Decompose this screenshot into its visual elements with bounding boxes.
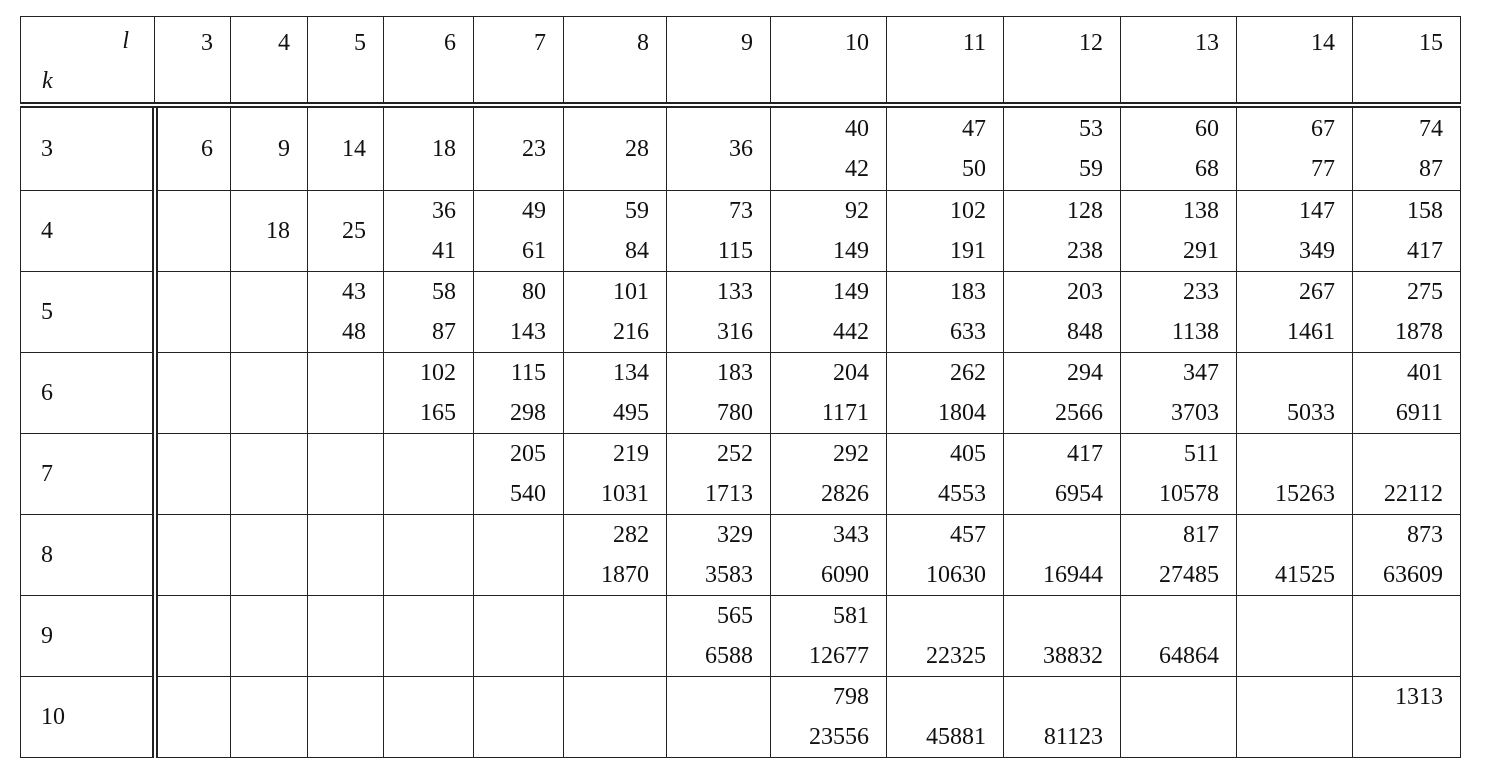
table-cell bbox=[1353, 272, 1461, 353]
upper-bound: 3703 bbox=[1171, 400, 1219, 426]
upper-bound: 780 bbox=[717, 400, 753, 426]
table-cell bbox=[155, 677, 231, 758]
table-cell bbox=[308, 434, 384, 515]
table-cell bbox=[771, 596, 887, 677]
column-header bbox=[667, 17, 771, 106]
lower-bound bbox=[1004, 515, 1103, 555]
upper-bound: 442 bbox=[833, 319, 869, 345]
lower-bound: 511 bbox=[1183, 441, 1219, 467]
lower-bound: 128 bbox=[1067, 198, 1103, 224]
table-cell bbox=[1121, 353, 1237, 434]
table-cell bbox=[384, 191, 474, 272]
cell-value: 18 bbox=[266, 218, 290, 244]
upper-bound: 59 bbox=[1079, 156, 1103, 182]
table-cell bbox=[667, 596, 771, 677]
upper-bound: 10630 bbox=[926, 562, 986, 588]
lower-bound: 401 bbox=[1407, 360, 1443, 386]
lower-bound: 262 bbox=[950, 360, 986, 386]
lower-bound: 267 bbox=[1299, 279, 1335, 305]
column-header-label: 3 bbox=[201, 30, 213, 56]
upper-bound: 16944 bbox=[1043, 562, 1103, 588]
table-cell bbox=[564, 105, 667, 191]
lower-bound: 102 bbox=[950, 198, 986, 224]
upper-bound: 15263 bbox=[1275, 481, 1335, 507]
lower-bound: 329 bbox=[717, 522, 753, 548]
upper-bound: 191 bbox=[950, 238, 986, 264]
row-header-label: 9 bbox=[41, 623, 53, 649]
lower-bound bbox=[1237, 515, 1335, 555]
column-header bbox=[771, 17, 887, 106]
upper-bound: 1804 bbox=[938, 400, 986, 426]
column-header bbox=[474, 17, 564, 106]
table-cell bbox=[887, 596, 1004, 677]
corner-cell bbox=[21, 17, 155, 106]
column-header bbox=[1121, 17, 1237, 106]
column-header bbox=[1237, 17, 1353, 106]
table-cell bbox=[231, 596, 308, 677]
upper-bound: 216 bbox=[613, 319, 649, 345]
row-header bbox=[21, 353, 155, 434]
lower-bound bbox=[1237, 434, 1335, 474]
upper-bound: 291 bbox=[1183, 238, 1219, 264]
lower-bound bbox=[887, 596, 986, 636]
table-cell bbox=[564, 596, 667, 677]
upper-bound: 238 bbox=[1067, 238, 1103, 264]
table-cell bbox=[771, 434, 887, 515]
table-cell bbox=[1353, 105, 1461, 191]
table-cell bbox=[771, 105, 887, 191]
table-cell bbox=[474, 596, 564, 677]
table-cell bbox=[771, 353, 887, 434]
upper-bound: 12677 bbox=[809, 643, 869, 669]
upper-bound: 115 bbox=[717, 238, 753, 264]
table-cell bbox=[384, 515, 474, 596]
row-header-label: 3 bbox=[41, 136, 53, 162]
table-cell bbox=[564, 191, 667, 272]
table-cell bbox=[231, 434, 308, 515]
row-header-label: 6 bbox=[41, 380, 53, 406]
lower-bound: 58 bbox=[432, 279, 456, 305]
upper-bound: 64864 bbox=[1159, 643, 1219, 669]
lower-bound: 158 bbox=[1407, 198, 1443, 224]
upper-bound: 6954 bbox=[1055, 481, 1103, 507]
table-cell bbox=[384, 105, 474, 191]
table-cell bbox=[1004, 434, 1121, 515]
header-row bbox=[21, 17, 1461, 106]
table-cell bbox=[474, 515, 564, 596]
row-header bbox=[21, 596, 155, 677]
lower-bound bbox=[887, 677, 986, 717]
upper-bound: 38832 bbox=[1043, 643, 1103, 669]
table-cell bbox=[1004, 272, 1121, 353]
upper-bound: 2566 bbox=[1055, 400, 1103, 426]
table-cell bbox=[564, 515, 667, 596]
lower-bound: 183 bbox=[950, 279, 986, 305]
lower-bound: 149 bbox=[833, 279, 869, 305]
row-header bbox=[21, 272, 155, 353]
table-cell bbox=[1237, 353, 1353, 434]
table-cell bbox=[1353, 434, 1461, 515]
upper-bound: 633 bbox=[950, 319, 986, 345]
row-header-label: 8 bbox=[41, 542, 53, 568]
table-cell bbox=[474, 272, 564, 353]
table-row bbox=[21, 596, 1461, 677]
table-cell bbox=[308, 272, 384, 353]
table-cell bbox=[308, 105, 384, 191]
ramsey-bounds-table bbox=[20, 16, 1461, 758]
table-cell bbox=[1353, 191, 1461, 272]
lower-bound: 92 bbox=[845, 198, 869, 224]
lower-bound bbox=[1237, 353, 1335, 393]
lower-bound: 798 bbox=[833, 684, 869, 710]
lower-bound: 59 bbox=[625, 198, 649, 224]
table-cell bbox=[1121, 515, 1237, 596]
column-header-label: 13 bbox=[1195, 30, 1219, 56]
table-cell bbox=[231, 353, 308, 434]
upper-bound: 81123 bbox=[1043, 724, 1103, 750]
column-header-label: 12 bbox=[1079, 30, 1103, 56]
table-cell bbox=[1353, 677, 1461, 758]
table-cell bbox=[1004, 105, 1121, 191]
upper-bound: 848 bbox=[1067, 319, 1103, 345]
lower-bound: 817 bbox=[1183, 522, 1219, 548]
table-cell bbox=[771, 677, 887, 758]
column-header-label: 8 bbox=[637, 30, 649, 56]
upper-bound: 1878 bbox=[1395, 319, 1443, 345]
upper-bound: 149 bbox=[833, 238, 869, 264]
upper-bound: 2826 bbox=[821, 481, 869, 507]
column-header-label: 9 bbox=[741, 30, 753, 56]
upper-bound: 6911 bbox=[1395, 400, 1443, 426]
cell-value: 28 bbox=[625, 136, 649, 162]
upper-bound: 77 bbox=[1311, 156, 1335, 182]
table-row bbox=[21, 272, 1461, 353]
upper-bound: 42 bbox=[845, 156, 869, 182]
column-header bbox=[155, 17, 231, 106]
upper-bound bbox=[1353, 717, 1443, 757]
lower-bound: 565 bbox=[717, 603, 753, 629]
table-cell bbox=[771, 272, 887, 353]
upper-bound: 45881 bbox=[926, 724, 986, 750]
lower-bound: 183 bbox=[717, 360, 753, 386]
table-cell bbox=[1004, 353, 1121, 434]
table-body bbox=[21, 17, 1461, 758]
lower-bound: 405 bbox=[950, 441, 986, 467]
table-cell bbox=[155, 105, 231, 191]
column-header-label: 14 bbox=[1311, 30, 1335, 56]
table-cell bbox=[1237, 272, 1353, 353]
upper-bound: 349 bbox=[1299, 238, 1335, 264]
lower-bound: 60 bbox=[1195, 116, 1219, 142]
table-cell bbox=[1004, 596, 1121, 677]
cell-value: 6 bbox=[201, 136, 213, 162]
lower-bound: 233 bbox=[1183, 279, 1219, 305]
table-cell bbox=[667, 272, 771, 353]
lower-bound: 49 bbox=[522, 198, 546, 224]
lower-bound: 115 bbox=[510, 360, 546, 386]
table-cell bbox=[1121, 105, 1237, 191]
column-header bbox=[384, 17, 474, 106]
column-header-label: 6 bbox=[444, 30, 456, 56]
table-cell bbox=[1004, 515, 1121, 596]
lower-bound: 147 bbox=[1299, 198, 1335, 224]
lower-bound: 282 bbox=[613, 522, 649, 548]
table-cell bbox=[771, 191, 887, 272]
table-cell bbox=[887, 515, 1004, 596]
table-cell bbox=[231, 191, 308, 272]
table-cell bbox=[231, 515, 308, 596]
lower-bound bbox=[1353, 434, 1443, 474]
upper-bound: 298 bbox=[510, 400, 546, 426]
lower-bound: 457 bbox=[950, 522, 986, 548]
table-cell bbox=[308, 353, 384, 434]
upper-bound: 6090 bbox=[821, 562, 869, 588]
table-cell bbox=[1121, 434, 1237, 515]
cell-value: 36 bbox=[729, 136, 753, 162]
upper-bound: 1138 bbox=[1171, 319, 1219, 345]
table-row bbox=[21, 515, 1461, 596]
table-cell bbox=[1121, 272, 1237, 353]
row-header bbox=[21, 191, 155, 272]
lower-bound: 873 bbox=[1407, 522, 1443, 548]
lower-bound: 275 bbox=[1407, 279, 1443, 305]
upper-bound: 61 bbox=[522, 238, 546, 264]
table-cell bbox=[155, 353, 231, 434]
table-cell bbox=[887, 434, 1004, 515]
table-cell bbox=[887, 677, 1004, 758]
table-cell bbox=[155, 434, 231, 515]
upper-bound: 3583 bbox=[705, 562, 753, 588]
table-cell bbox=[308, 677, 384, 758]
lower-bound: 101 bbox=[613, 279, 649, 305]
table-row bbox=[21, 353, 1461, 434]
row-header bbox=[21, 677, 155, 758]
table-cell bbox=[667, 105, 771, 191]
upper-bound: 540 bbox=[510, 481, 546, 507]
table-cell bbox=[231, 105, 308, 191]
table-cell bbox=[384, 434, 474, 515]
lower-bound: 53 bbox=[1079, 116, 1103, 142]
upper-bound: 84 bbox=[625, 238, 649, 264]
cell-value: 9 bbox=[278, 136, 290, 162]
table-cell bbox=[667, 353, 771, 434]
table-cell bbox=[474, 105, 564, 191]
table-cell bbox=[564, 434, 667, 515]
table-cell bbox=[474, 191, 564, 272]
table-row bbox=[21, 677, 1461, 758]
table-cell bbox=[1237, 596, 1353, 677]
table-cell bbox=[384, 353, 474, 434]
table-cell bbox=[308, 515, 384, 596]
upper-bound: 22112 bbox=[1383, 481, 1443, 507]
upper-bound: 165 bbox=[420, 400, 456, 426]
lower-bound: 581 bbox=[833, 603, 869, 629]
upper-bound: 1870 bbox=[601, 562, 649, 588]
table-cell bbox=[667, 677, 771, 758]
lower-bound: 138 bbox=[1183, 198, 1219, 224]
table-cell bbox=[1004, 191, 1121, 272]
table-row bbox=[21, 434, 1461, 515]
column-header-label: 10 bbox=[845, 30, 869, 56]
table-cell bbox=[1121, 191, 1237, 272]
column-header bbox=[1004, 17, 1121, 106]
row-header-label: 5 bbox=[41, 299, 53, 325]
cell-value: 23 bbox=[522, 136, 546, 162]
table-cell bbox=[1237, 515, 1353, 596]
row-header bbox=[21, 434, 155, 515]
table-cell bbox=[1353, 353, 1461, 434]
table-cell bbox=[1237, 677, 1353, 758]
upper-bound: 87 bbox=[1419, 156, 1443, 182]
upper-bound: 23556 bbox=[809, 724, 869, 750]
upper-bound: 143 bbox=[510, 319, 546, 345]
lower-bound: 80 bbox=[522, 279, 546, 305]
row-variable-label: k bbox=[42, 68, 53, 94]
lower-bound bbox=[1004, 596, 1103, 636]
table-cell bbox=[771, 515, 887, 596]
lower-bound: 102 bbox=[420, 360, 456, 386]
column-header-label: 4 bbox=[278, 30, 290, 56]
column-header bbox=[1353, 17, 1461, 106]
table-cell bbox=[155, 515, 231, 596]
upper-bound: 50 bbox=[962, 156, 986, 182]
upper-bound: 495 bbox=[613, 400, 649, 426]
table-cell bbox=[384, 677, 474, 758]
lower-bound bbox=[1004, 677, 1103, 717]
table-cell bbox=[474, 434, 564, 515]
column-header-label: 5 bbox=[354, 30, 366, 56]
table-cell bbox=[887, 191, 1004, 272]
lower-bound: 203 bbox=[1067, 279, 1103, 305]
upper-bound: 68 bbox=[1195, 156, 1219, 182]
column-header-label: 15 bbox=[1419, 30, 1443, 56]
lower-bound: 133 bbox=[717, 279, 753, 305]
lower-bound: 205 bbox=[510, 441, 546, 467]
cell-value: 14 bbox=[342, 136, 366, 162]
row-header-label: 10 bbox=[41, 704, 65, 730]
row-header bbox=[21, 515, 155, 596]
table-cell bbox=[308, 191, 384, 272]
lower-bound: 134 bbox=[613, 360, 649, 386]
table-cell bbox=[231, 677, 308, 758]
table-cell bbox=[155, 596, 231, 677]
table-cell bbox=[887, 353, 1004, 434]
lower-bound: 204 bbox=[833, 360, 869, 386]
table-cell bbox=[384, 596, 474, 677]
lower-bound bbox=[1121, 596, 1219, 636]
upper-bound: 10578 bbox=[1159, 481, 1219, 507]
lower-bound: 417 bbox=[1067, 441, 1103, 467]
upper-bound: 417 bbox=[1407, 238, 1443, 264]
table-cell bbox=[1237, 434, 1353, 515]
table-cell bbox=[887, 272, 1004, 353]
table-cell bbox=[667, 434, 771, 515]
upper-bound: 1713 bbox=[705, 481, 753, 507]
table-cell bbox=[667, 515, 771, 596]
upper-bound: 6588 bbox=[705, 643, 753, 669]
upper-bound: 5033 bbox=[1287, 400, 1335, 426]
upper-bound: 87 bbox=[432, 319, 456, 345]
table-cell bbox=[308, 596, 384, 677]
table-cell bbox=[1237, 191, 1353, 272]
upper-bound: 48 bbox=[342, 319, 366, 345]
table-cell bbox=[667, 191, 771, 272]
upper-bound: 1171 bbox=[821, 400, 869, 426]
upper-bound: 41525 bbox=[1275, 562, 1335, 588]
table-cell bbox=[155, 191, 231, 272]
upper-bound: 63609 bbox=[1383, 562, 1443, 588]
table-cell bbox=[887, 105, 1004, 191]
column-header-label: 7 bbox=[534, 30, 546, 56]
cell-value: 18 bbox=[432, 136, 456, 162]
lower-bound: 43 bbox=[342, 279, 366, 305]
table-cell bbox=[1121, 677, 1237, 758]
lower-bound: 347 bbox=[1183, 360, 1219, 386]
upper-bound: 316 bbox=[717, 319, 753, 345]
lower-bound: 67 bbox=[1311, 116, 1335, 142]
table-cell bbox=[1237, 105, 1353, 191]
table-cell bbox=[564, 353, 667, 434]
column-header bbox=[564, 17, 667, 106]
table-cell bbox=[564, 677, 667, 758]
cell-value: 25 bbox=[342, 218, 366, 244]
row-header bbox=[21, 105, 155, 191]
table-cell bbox=[1353, 515, 1461, 596]
table-row bbox=[21, 191, 1461, 272]
lower-bound: 36 bbox=[432, 198, 456, 224]
upper-bound: 27485 bbox=[1159, 562, 1219, 588]
table-cell bbox=[1353, 596, 1461, 677]
table-cell bbox=[474, 353, 564, 434]
column-header-label: 11 bbox=[962, 30, 986, 56]
lower-bound: 294 bbox=[1067, 360, 1103, 386]
lower-bound: 219 bbox=[613, 441, 649, 467]
column-header bbox=[308, 17, 384, 106]
lower-bound: 47 bbox=[962, 116, 986, 142]
lower-bound: 40 bbox=[845, 116, 869, 142]
table-cell bbox=[155, 272, 231, 353]
table-cell bbox=[1121, 596, 1237, 677]
lower-bound: 292 bbox=[833, 441, 869, 467]
table-row bbox=[21, 105, 1461, 191]
lower-bound: 252 bbox=[717, 441, 753, 467]
lower-bound: 74 bbox=[1419, 116, 1443, 142]
table-cell bbox=[384, 272, 474, 353]
lower-bound: 1313 bbox=[1395, 684, 1443, 710]
upper-bound: 1031 bbox=[601, 481, 649, 507]
table-cell bbox=[1004, 677, 1121, 758]
column-header bbox=[887, 17, 1004, 106]
table-cell bbox=[564, 272, 667, 353]
table-cell bbox=[231, 272, 308, 353]
row-header-label: 7 bbox=[41, 461, 53, 487]
upper-bound: 41 bbox=[432, 238, 456, 264]
column-header bbox=[231, 17, 308, 106]
upper-bound: 4553 bbox=[938, 481, 986, 507]
lower-bound: 343 bbox=[833, 522, 869, 548]
row-header-label: 4 bbox=[41, 218, 53, 244]
upper-bound: 22325 bbox=[926, 643, 986, 669]
table-cell bbox=[474, 677, 564, 758]
column-variable-label: l bbox=[122, 28, 129, 54]
upper-bound: 1461 bbox=[1287, 319, 1335, 345]
lower-bound: 73 bbox=[729, 198, 753, 224]
